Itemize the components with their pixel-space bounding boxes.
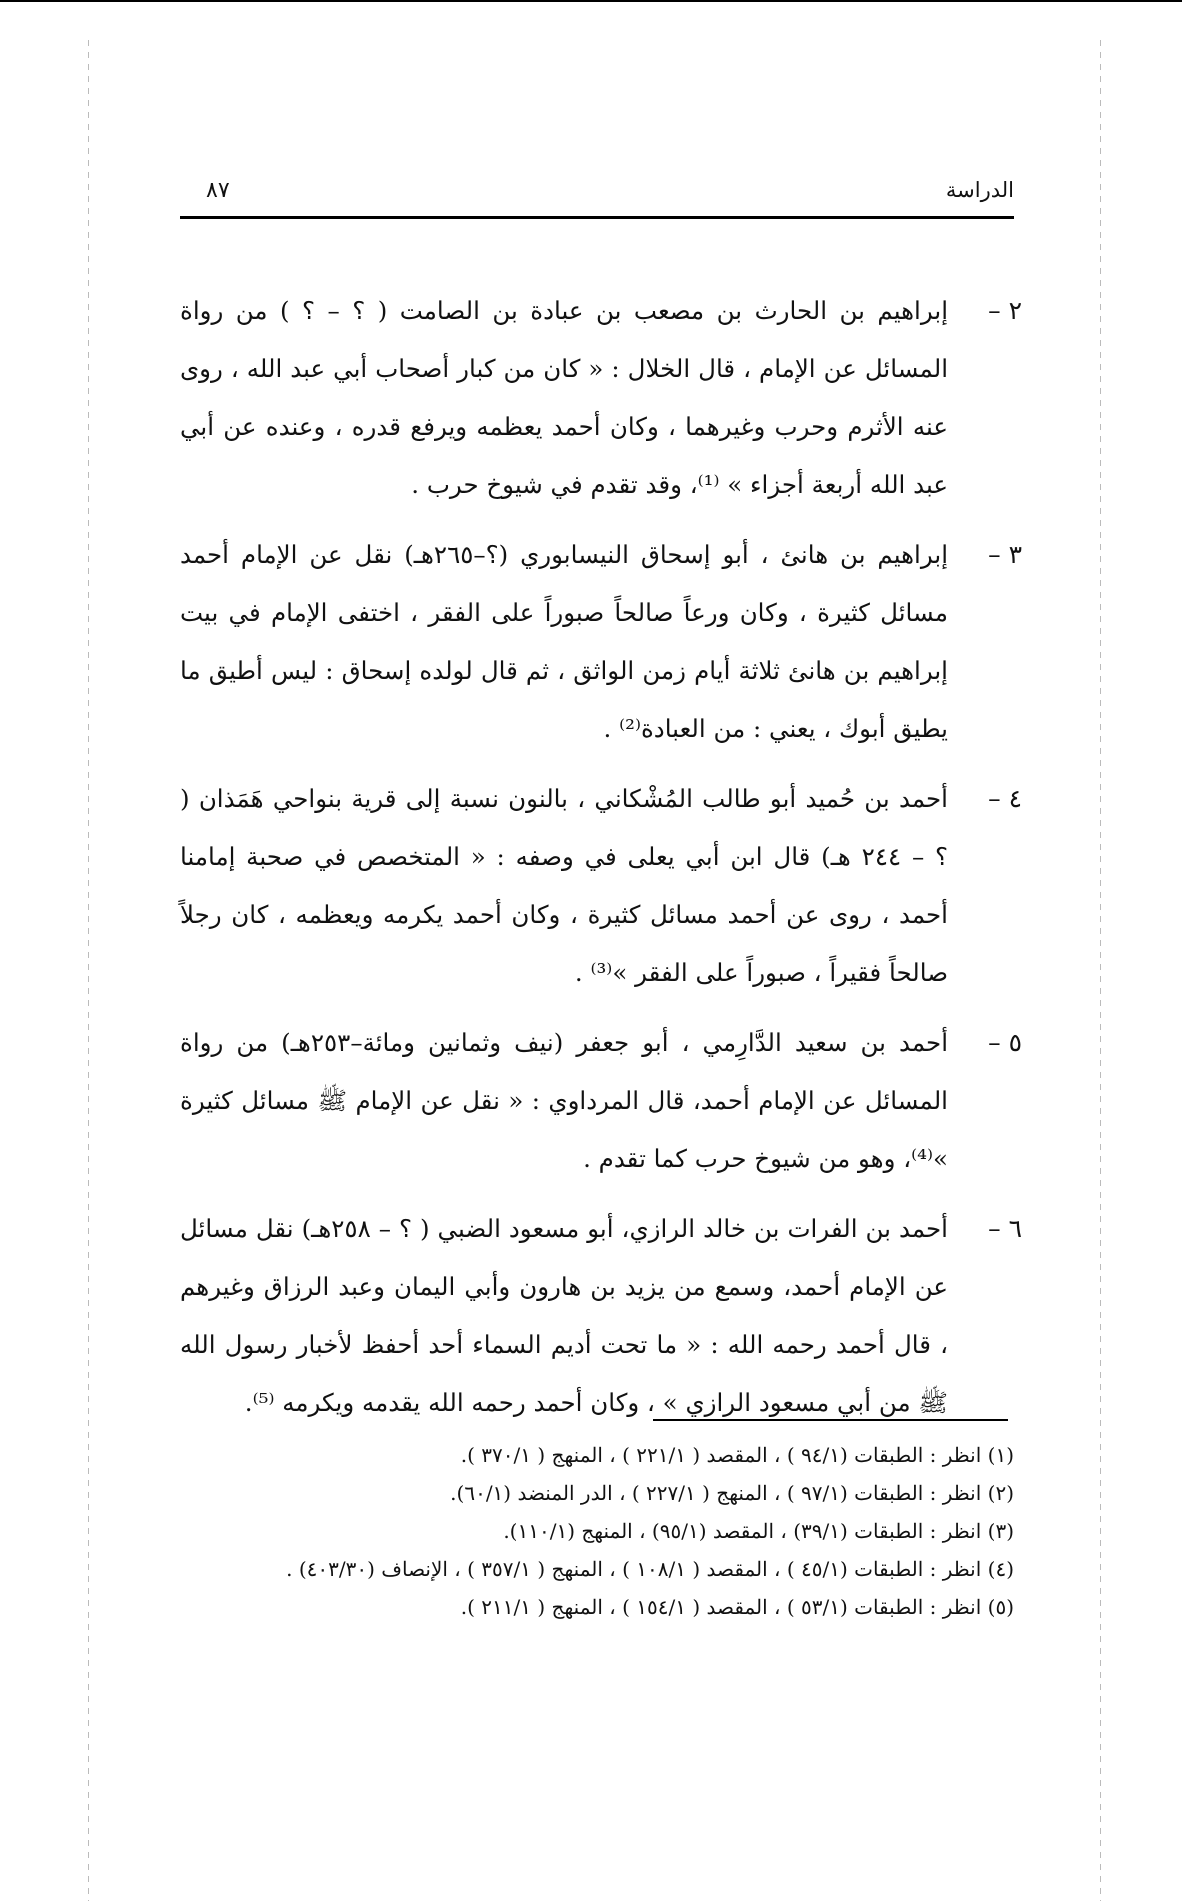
entry-number: ٤ –: [988, 784, 1022, 813]
footnote-3: (٣) انظر : الطبقات (٣٩/١) ، المقصد (٩٥/١) ، المنهج (١١٠/١).: [503, 1519, 1014, 1543]
entry-number: ٢ –: [988, 296, 1022, 325]
main-text: [180, 282, 1022, 1444]
entry-2: [180, 282, 1022, 514]
entry-number: ٣ –: [988, 540, 1022, 569]
scan-top-edge: [0, 0, 1182, 2]
entry-number: ٥ –: [988, 1028, 1022, 1057]
scan-artifact-line: [1100, 40, 1101, 1901]
entry-number: ٦ –: [988, 1214, 1022, 1243]
entry-5: [180, 1014, 1022, 1188]
entry-6: [180, 1200, 1022, 1432]
footnotes: [180, 1436, 1014, 1626]
footnote-1: (١) انظر : الطبقات (٩٤/١ ) ، المقصد ( ٢٢١/١ ) ، المنهج ( ٣٧٠/١ ).: [460, 1443, 1014, 1467]
footnote-2: (٢) انظر : الطبقات (٩٧/١ ) ، المنهج ( ٢٢٧/١ ) ، الدر المنضد (٦٠/١).: [450, 1481, 1014, 1505]
entry-text: أحمد بن الفرات بن خالد الرازي، أبو مسعود الضبي ( ؟ – ٢٥٨هـ) نقل مسائل عن الإمام أحمد، وسمع من يزيد بن هارون وأبي اليمان وعبد الرزاق وغيرهم ، قال أحمد رحمه الله : « ما تحت أديم السماء أحد أحفظ لأخبار رسول الله ﷺ من أبي مسعود الرازي » ، وكان أحمد رحمه الله يقدمه ويكرمه ⁽⁵⁾.: [180, 1214, 948, 1417]
footnote-4: (٤) انظر : الطبقات (٤٥/١ ) ، المقصد ( ١٠٨/١ ) ، المنهج ( ٣٥٧/١ ) ، الإنصاف (٤٠٣/٣٠) .: [286, 1557, 1014, 1581]
entry-text: إبراهيم بن هانئ ، أبو إسحاق النيسابوري (؟–٢٦٥هـ) نقل عن الإمام أحمد مسائل كثيرة ، وكان ورعاً صالحاً صبوراً على الفقر ، اختفى الإمام في بيت إبراهيم بن هانئ ثلاثة أيام زمن الواثق ، ثم قال لولده إسحاق : ليس أطيق ما يطيق أبوك ، يعني : من العبادة⁽²⁾ .: [180, 540, 949, 743]
entry-3: [180, 526, 1022, 758]
footnote-rule: [653, 1419, 1008, 1421]
scan-artifact-line: [88, 40, 89, 1901]
page-header: [180, 178, 1014, 216]
page-number: ٨٧: [206, 178, 230, 203]
entry-text: إبراهيم بن الحارث بن مصعب بن عبادة بن الصامت ( ؟ – ؟ ) من رواة المسائل عن الإمام ، قال الخلال : « كان من كبار أصحاب أبي عبد الله ، روى عنه الأثرم وحرب وغيرهما ، وكان أحمد يعظمه ويرفع قدره ، وعنده عن أبي عبد الله أربعة أجزاء » ⁽¹⁾، وقد تقدم في شيوخ حرب .: [180, 296, 948, 499]
entry-text: أحمد بن حُميد أبو طالب المُشْكاني ، بالنون نسبة إلى قرية بنواحي هَمَذان ( ؟ – ٢٤٤ هـ) قال ابن أبي يعلى في وصفه : « المتخصص في صحبة إمامنا أحمد ، روى عن أحمد مسائل كثيرة ، وكان أحمد يكرمه ويعظمه ، كان رجلاً صالحاً فقيراً ، صبوراً على الفقر »⁽³⁾ .: [180, 784, 948, 987]
header-rule: [180, 216, 1014, 219]
footnote-5: (٥) انظر : الطبقات (٥٣/١ ) ، المقصد ( ١٥٤/١ ) ، المنهج ( ٢١١/١ ).: [460, 1595, 1014, 1619]
entry-4: [180, 770, 1022, 1002]
running-title: الدراسة: [945, 178, 1014, 202]
entry-text: أحمد بن سعيد الدَّارِمي ، أبو جعفر (نيف وثمانين ومائة–٢٥٣هـ) من رواة المسائل عن الإمام أحمد، قال المرداوي : « نقل عن الإمام ﷺ مسائل كثيرة »⁽⁴⁾، وهو من شيوخ حرب كما تقدم .: [180, 1028, 949, 1173]
